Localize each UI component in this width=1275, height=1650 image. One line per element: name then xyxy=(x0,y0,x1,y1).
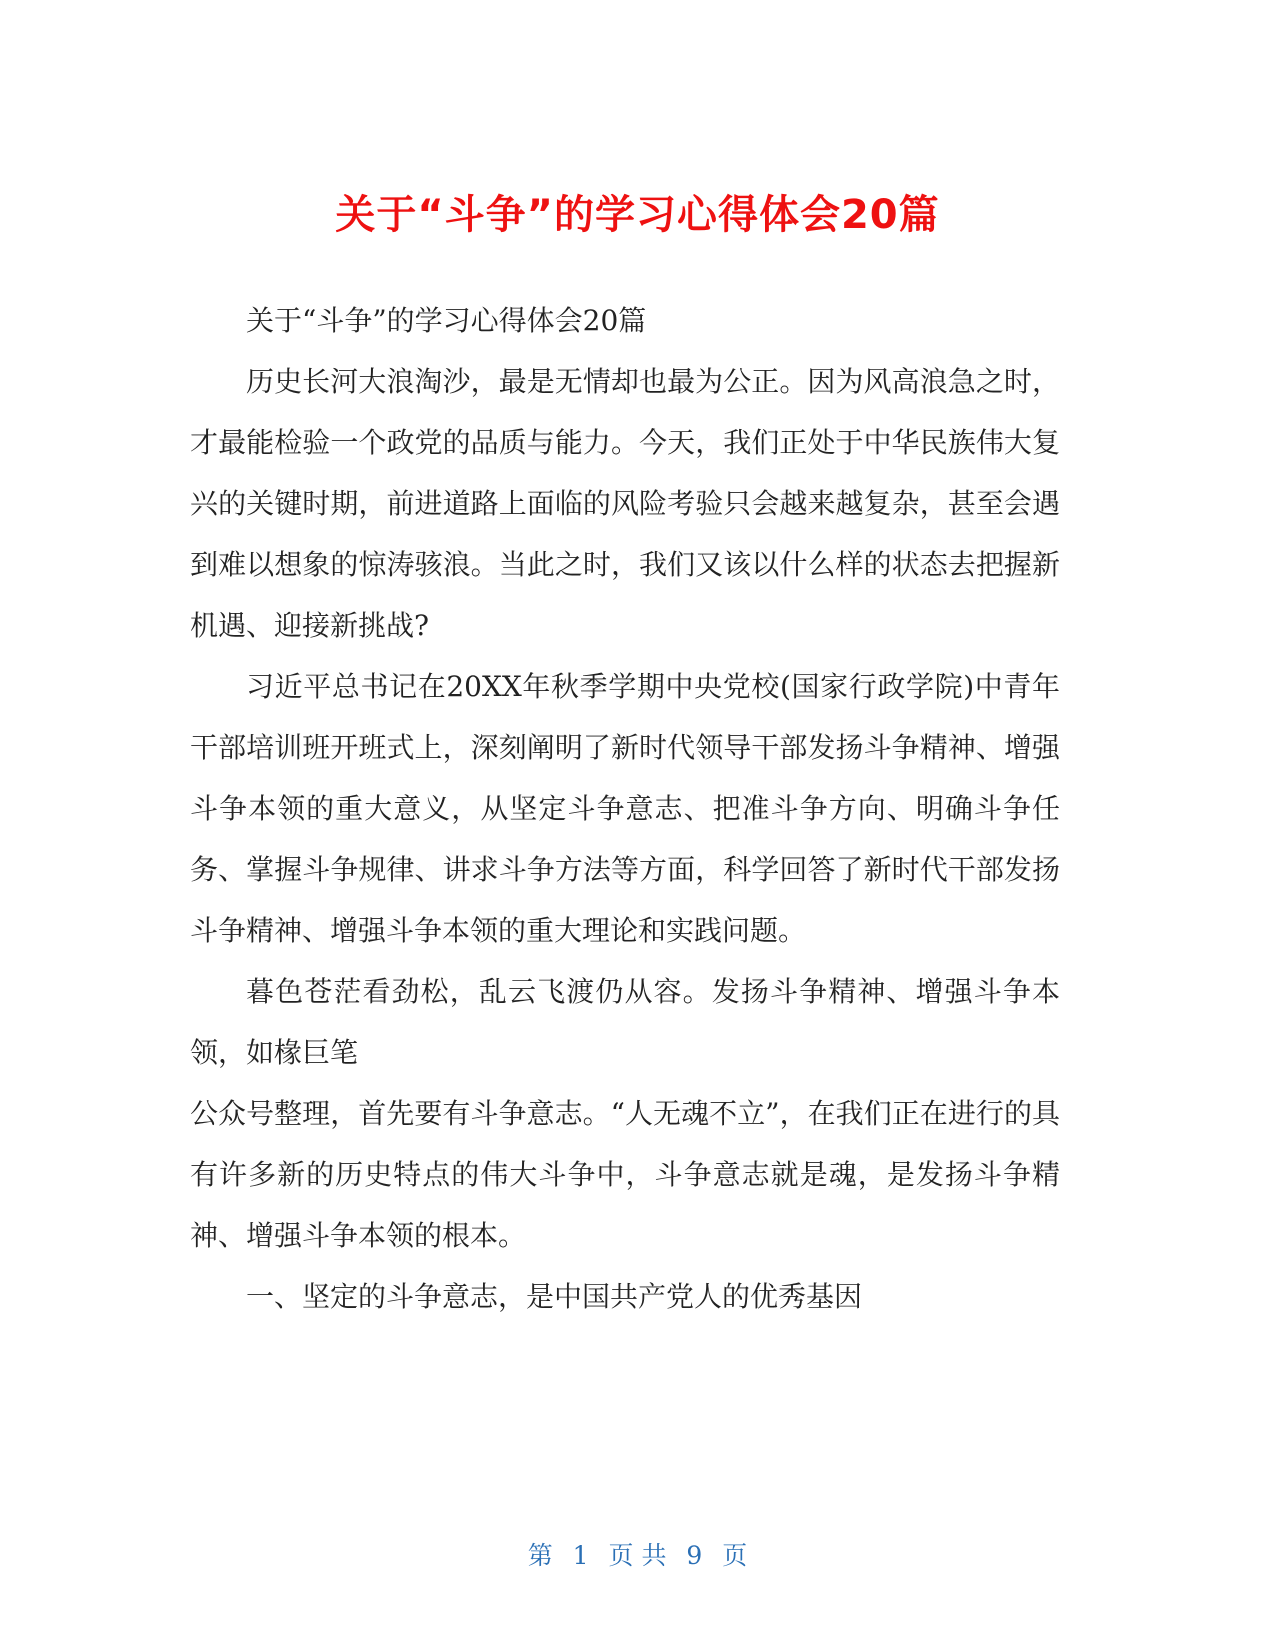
document-body xyxy=(190,290,1060,1327)
document-title: 关于“斗争”的学习心得体会20篇 xyxy=(335,191,940,238)
section-heading: 一、坚定的斗争意志，是中国共产党人的优秀基因 xyxy=(246,1280,863,1313)
body-paragraph: 习近平总书记在20XX年秋季学期中央党校(国家行政学院)中青年干部培训班开班式上，深刻阐明了新时代领导干部发扬斗争精神、增强斗争本领的重大意义，从坚定斗争意志、把准斗争方向、明确斗争任务、掌握斗争规律、讲求斗争方法等方面，科学回答了新时代干部发扬斗争精神、增强斗争本领的重大理论和实践问题。 xyxy=(190,670,1060,947)
body-paragraph: 暮色苍茫看劲松，乱云飞渡仍从容。发扬斗争精神、增强斗争本领，如椽巨笔 xyxy=(190,975,1060,1069)
page-number-footer xyxy=(0,1540,1275,1572)
footer-mid: 页 共 xyxy=(608,1541,667,1570)
body-paragraph: 公众号整理，首先要有斗争意志。“人无魂不立”，在我们正在进行的具有许多新的历史特点的伟大斗争中，斗争意志就是魂，是发扬斗争精神、增强斗争本领的根本。 xyxy=(190,1097,1060,1252)
footer-prefix: 第 xyxy=(527,1541,553,1570)
current-page-number: 1 xyxy=(572,1541,589,1570)
footer-suffix: 页 xyxy=(722,1541,748,1570)
total-pages-number: 9 xyxy=(686,1541,703,1570)
body-paragraph: 历史长河大浪淘沙，最是无情却也最为公正。因为风高浪急之时，才最能检验一个政党的品质与能力。今天，我们正处于中华民族伟大复兴的关键时期，前进道路上面临的风险考验只会越来越复杂，甚至会遇到难以想象的惊涛骇浪。当此之时，我们又该以什么样的状态去把握新机遇、迎接新挑战? xyxy=(190,365,1060,642)
body-paragraph-subtitle: 关于“斗争”的学习心得体会20篇 xyxy=(246,304,647,337)
